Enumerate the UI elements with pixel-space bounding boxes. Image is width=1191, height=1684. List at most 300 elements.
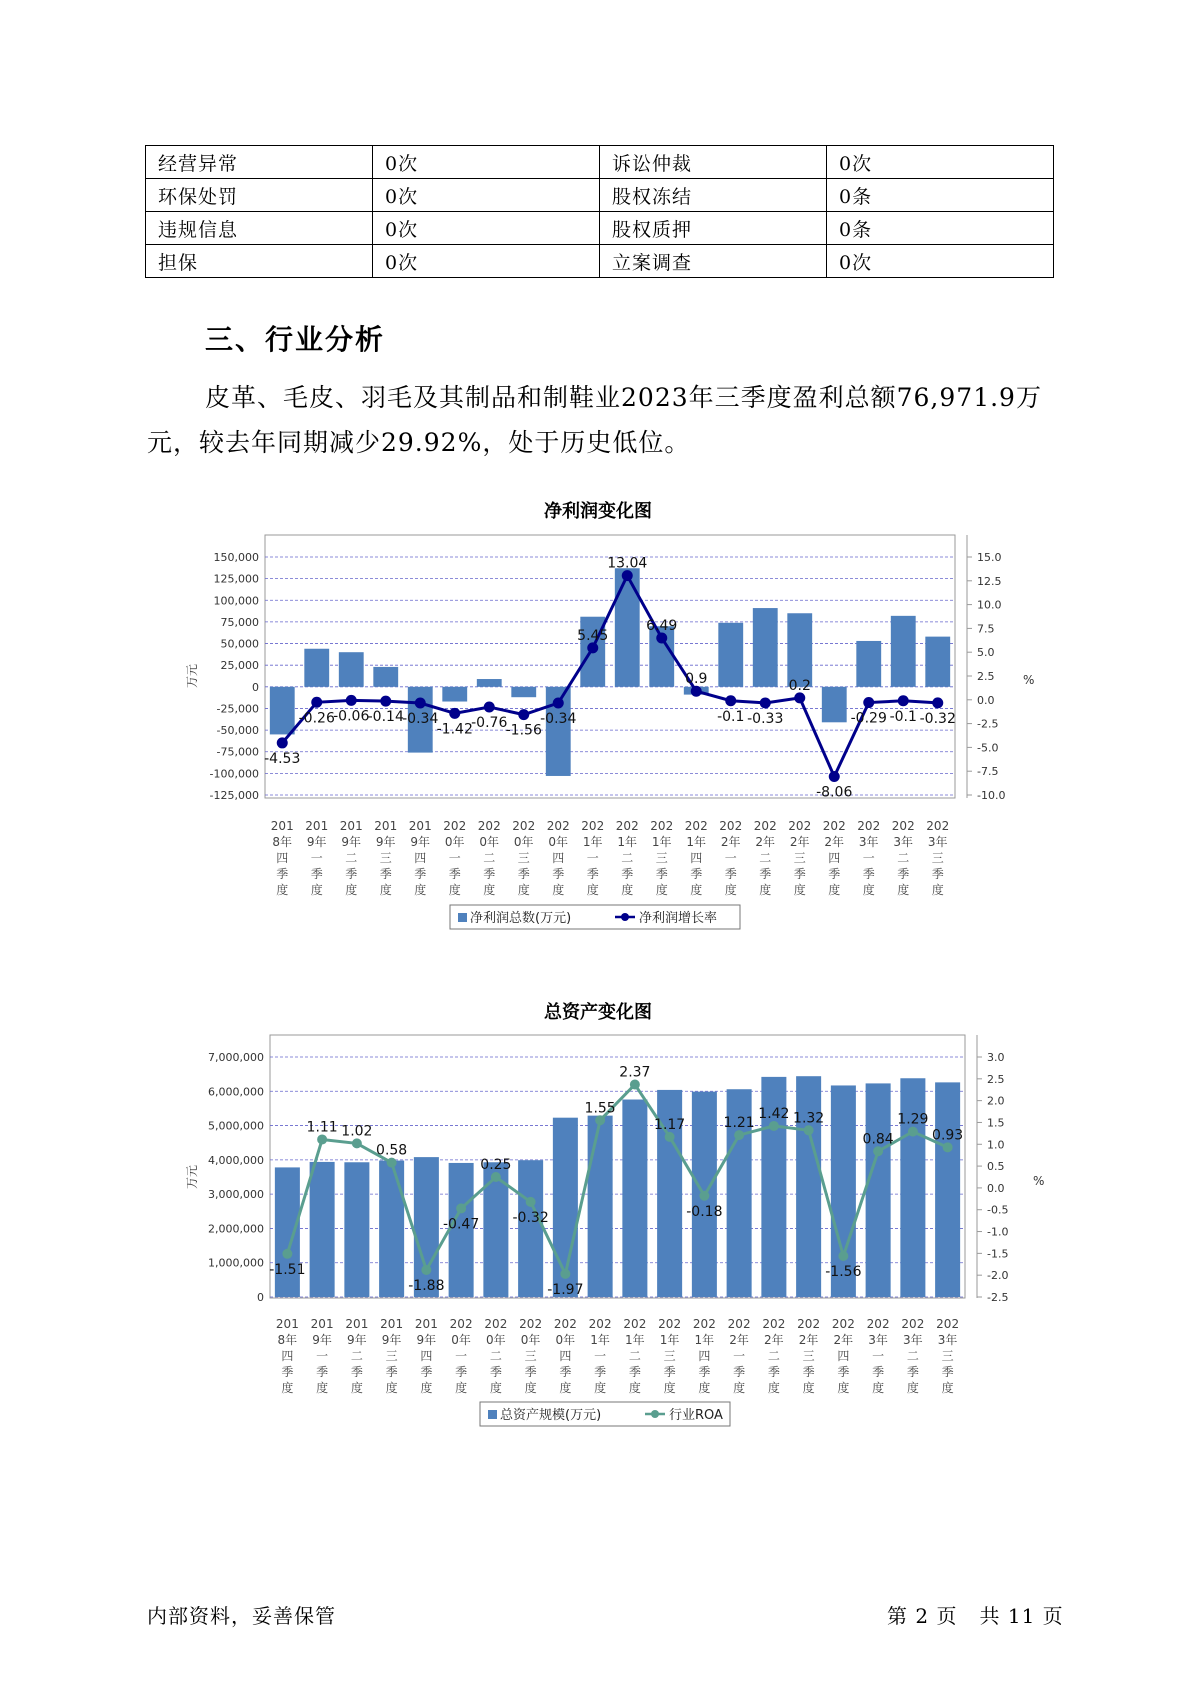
y-left-tick-label: 2,000,000 <box>208 1222 264 1236</box>
data-label: -1.88 <box>408 1277 445 1294</box>
x-tick-label: 度 <box>281 1381 294 1395</box>
y-right-tick-label: -1.0 <box>987 1225 1009 1239</box>
x-tick-label: 度 <box>733 1381 746 1395</box>
y-left-tick-label: 25,000 <box>220 659 259 673</box>
x-tick-label: 四 <box>837 1349 850 1363</box>
x-tick-label: 度 <box>897 883 910 897</box>
y-left-tick-label: 125,000 <box>213 572 259 586</box>
x-tick-label: 季 <box>733 1365 746 1379</box>
x-tick-label: 三 <box>655 851 668 865</box>
x-tick-label: 一 <box>448 851 461 865</box>
x-tick-label: 一 <box>316 1349 329 1363</box>
y-left-tick-label: 0 <box>257 1291 264 1304</box>
x-tick-label: 1年 <box>686 835 707 849</box>
data-label: 0.25 <box>480 1157 512 1173</box>
data-label: -0.1 <box>889 708 917 725</box>
x-tick-label: 0年 <box>451 1333 471 1347</box>
x-tick-label: 一 <box>455 1349 468 1363</box>
x-tick-label: 季 <box>448 867 461 881</box>
x-tick-label: 季 <box>345 867 358 881</box>
data-label: 1.02 <box>341 1123 373 1140</box>
line-point <box>760 697 771 708</box>
bar <box>373 667 398 687</box>
data-label: 0.84 <box>862 1131 894 1148</box>
x-tick-label: 度 <box>698 1381 711 1395</box>
bar <box>925 637 950 687</box>
y-left-tick-label: 4,000,000 <box>208 1153 264 1167</box>
x-tick-label: 度 <box>276 883 289 897</box>
x-tick-label: 度 <box>483 883 496 897</box>
line-point <box>352 1138 362 1148</box>
risk-item-label: 担保 <box>146 245 373 278</box>
bar <box>304 649 329 687</box>
x-tick-label: 度 <box>906 1381 919 1395</box>
line-point <box>630 1079 640 1089</box>
x-tick-label: 度 <box>655 883 668 897</box>
x-tick-label: 一 <box>862 851 875 865</box>
x-tick-label: 季 <box>455 1365 468 1379</box>
y-right-tick-label: 1.5 <box>987 1116 1005 1130</box>
x-tick-label: 二 <box>767 1349 780 1363</box>
line-point <box>863 697 874 708</box>
line-point <box>932 697 943 708</box>
x-tick-label: 度 <box>872 1381 885 1395</box>
x-tick-label: 季 <box>316 1365 329 1379</box>
x-tick-label: 季 <box>379 867 392 881</box>
data-label: -0.06 <box>333 708 370 725</box>
y-right-tick-label: 1.0 <box>987 1138 1005 1152</box>
x-tick-label: 3年 <box>893 835 914 849</box>
x-tick-label: 季 <box>559 1365 572 1379</box>
y-right-tick-label: 15.0 <box>977 551 1002 564</box>
line-point <box>804 1125 814 1135</box>
data-label: -0.33 <box>747 710 784 727</box>
x-tick-label: 202 <box>484 1317 508 1331</box>
y-left-tick-label: -75,000 <box>216 745 259 759</box>
data-label: -1.56 <box>505 722 542 739</box>
data-label: 1.11 <box>306 1119 338 1136</box>
x-tick-label: 三 <box>663 1349 676 1363</box>
x-tick-label: 202 <box>692 1317 716 1331</box>
line-point <box>421 1265 431 1275</box>
x-tick-label: 三 <box>802 1349 815 1363</box>
y-right-tick-label: 2.5 <box>977 670 995 683</box>
risk-info-table <box>145 145 1054 278</box>
x-tick-label: 季 <box>489 1365 502 1379</box>
net-profit-chart-title: 净利润变化图 <box>544 501 652 522</box>
x-tick-label: 度 <box>862 883 875 897</box>
x-tick-label: 季 <box>941 1365 954 1379</box>
x-tick-label: 度 <box>385 1381 398 1395</box>
data-label: 1.32 <box>793 1110 825 1127</box>
x-tick-label: 季 <box>759 867 772 881</box>
x-tick-label: 季 <box>586 867 599 881</box>
x-tick-label: 201 <box>310 1317 334 1331</box>
x-tick-label: 季 <box>767 1365 780 1379</box>
y-right-tick-label: 0.0 <box>977 693 995 707</box>
x-tick-label: 度 <box>316 1381 329 1395</box>
line-point <box>449 708 460 719</box>
bar <box>511 687 536 697</box>
x-tick-label: 度 <box>310 883 323 897</box>
x-tick-label: 0年 <box>479 835 500 849</box>
bar <box>753 608 778 687</box>
x-tick-label: 1年 <box>694 1333 715 1347</box>
x-tick-label: 9年 <box>306 835 327 849</box>
x-tick-label: 0年 <box>555 1333 576 1347</box>
y-right-tick-label: 2.5 <box>987 1072 1005 1086</box>
x-tick-label: 202 <box>831 1317 855 1331</box>
bar <box>718 623 743 687</box>
x-tick-label: 度 <box>724 883 737 897</box>
line-point <box>595 1115 605 1125</box>
bar <box>442 687 467 702</box>
y-left-tick-label: 7,000,000 <box>208 1051 264 1064</box>
y-right-tick-label: 3.0 <box>987 1051 1005 1064</box>
x-tick-label: 202 <box>684 819 708 833</box>
x-tick-label: 202 <box>788 819 812 833</box>
data-label: -0.1 <box>717 708 745 725</box>
line-point <box>838 1251 848 1261</box>
x-tick-label: 202 <box>588 1317 612 1331</box>
x-tick-label: 度 <box>759 883 772 897</box>
x-tick-label: 201 <box>345 1317 369 1331</box>
x-tick-label: 度 <box>586 883 599 897</box>
x-tick-label: 202 <box>553 1317 577 1331</box>
x-tick-label: 3年 <box>903 1333 923 1347</box>
line-point <box>873 1146 883 1156</box>
x-tick-label: 度 <box>345 883 358 897</box>
x-tick-label: 四 <box>420 1349 433 1363</box>
y-right-tick-label: -2.5 <box>977 717 999 731</box>
legend-line-label: 行业ROA <box>669 1408 723 1423</box>
x-tick-label: 季 <box>483 867 496 881</box>
line-point <box>415 698 426 709</box>
x-tick-label: 季 <box>276 867 289 881</box>
y-right-tick-label: -2.0 <box>987 1269 1009 1283</box>
x-tick-label: 9年 <box>381 1333 402 1347</box>
x-tick-label: 202 <box>512 819 536 833</box>
x-tick-label: 1年 <box>659 1333 680 1347</box>
data-label: 0.2 <box>788 677 811 694</box>
net-profit-chart <box>180 520 1040 960</box>
x-tick-label: 度 <box>448 883 461 897</box>
x-tick-label: 度 <box>379 883 392 897</box>
x-tick-label: 度 <box>663 1381 676 1395</box>
x-tick-label: 四 <box>552 851 565 865</box>
x-tick-label: 二 <box>759 851 772 865</box>
x-tick-label: 季 <box>802 1365 815 1379</box>
x-tick-label: 一 <box>872 1349 885 1363</box>
x-tick-label: 度 <box>837 1381 850 1395</box>
bar <box>935 1082 960 1297</box>
line-point <box>456 1203 466 1213</box>
line-point <box>794 692 805 703</box>
risk-item-label: 立案调查 <box>600 245 827 278</box>
y-right-tick-label: 5.0 <box>977 646 995 660</box>
y-left-tick-label: 5,000,000 <box>208 1119 264 1133</box>
x-tick-label: 季 <box>524 1365 537 1379</box>
risk-table-row <box>146 212 1054 245</box>
y-right-tick-label: 7.5 <box>977 622 995 636</box>
data-label: -0.32 <box>919 710 956 727</box>
x-tick-label: 四 <box>414 851 427 865</box>
x-tick-label: 季 <box>793 867 806 881</box>
bar <box>477 679 502 687</box>
x-tick-label: 度 <box>828 883 841 897</box>
x-tick-label: 202 <box>926 819 950 833</box>
data-label: -1.42 <box>436 721 473 738</box>
data-label: -4.53 <box>264 750 301 767</box>
x-tick-label: 季 <box>690 867 703 881</box>
section-title: 三、行业分析 <box>205 323 386 356</box>
y-left-tick-label: -25,000 <box>216 702 259 716</box>
data-label: 1.29 <box>897 1111 929 1128</box>
x-tick-label: 202 <box>762 1317 786 1331</box>
y-left-tick-label: 75,000 <box>220 615 259 629</box>
x-tick-label: 1年 <box>651 835 672 849</box>
x-tick-label: 201 <box>414 1317 438 1331</box>
line-point <box>734 1130 744 1140</box>
x-tick-label: 2年 <box>764 1333 784 1347</box>
data-label: 1.21 <box>723 1115 755 1132</box>
data-label: 0.9 <box>685 671 708 688</box>
plot-area <box>270 1035 965 1298</box>
legend-bar-swatch <box>458 913 467 922</box>
risk-item-label: 经营异常 <box>146 146 373 179</box>
total-assets-chart-title: 总资产变化图 <box>544 1002 652 1023</box>
y-left-tick-label: 100,000 <box>213 594 259 608</box>
bar <box>856 641 881 687</box>
x-tick-label: 二 <box>489 1349 502 1363</box>
x-tick-label: 9年 <box>410 835 431 849</box>
data-label: -0.34 <box>540 711 577 728</box>
y-left-axis-label: 万元 <box>185 1164 199 1190</box>
line-point <box>691 686 702 697</box>
x-tick-label: 二 <box>483 851 496 865</box>
x-tick-label: 202 <box>623 1317 647 1331</box>
y-right-tick-label: 12.5 <box>977 574 1002 588</box>
x-tick-label: 0年 <box>548 835 569 849</box>
risk-item-count: 0次 <box>827 146 1054 179</box>
line-point <box>311 697 322 708</box>
x-tick-label: 季 <box>655 867 668 881</box>
x-tick-label: 0年 <box>444 835 465 849</box>
risk-table-row <box>146 179 1054 212</box>
x-tick-label: 201 <box>275 1317 299 1331</box>
x-tick-label: 季 <box>350 1365 363 1379</box>
x-tick-label: 季 <box>414 867 427 881</box>
x-tick-label: 201 <box>380 1317 404 1331</box>
x-tick-label: 201 <box>374 819 398 833</box>
bar <box>891 616 916 687</box>
x-tick-label: 一 <box>586 851 599 865</box>
footer-confidential: 内部资料，妥善保管 <box>147 1604 336 1628</box>
y-right-tick-label: -10.0 <box>977 789 1006 802</box>
data-label: -0.26 <box>298 710 335 727</box>
data-label: 2.37 <box>619 1064 651 1081</box>
total-assets-chart <box>180 1020 1045 1460</box>
plot-area <box>265 535 955 798</box>
x-tick-label: 季 <box>621 867 634 881</box>
x-tick-label: 度 <box>621 883 634 897</box>
x-tick-label: 四 <box>698 1349 711 1363</box>
x-tick-label: 季 <box>628 1365 641 1379</box>
x-tick-label: 四 <box>828 851 841 865</box>
risk-table-body <box>146 146 1054 278</box>
x-tick-label: 202 <box>797 1317 821 1331</box>
x-tick-label: 度 <box>628 1381 641 1395</box>
x-tick-label: 季 <box>594 1365 607 1379</box>
risk-item-count: 0条 <box>827 179 1054 212</box>
x-tick-label: 度 <box>414 883 427 897</box>
line-point <box>387 1158 397 1168</box>
x-tick-label: 1年 <box>625 1333 645 1347</box>
data-label: 1.55 <box>584 1100 616 1117</box>
x-tick-label: 201 <box>339 819 363 833</box>
x-tick-label: 季 <box>862 867 875 881</box>
x-tick-label: 202 <box>658 1317 682 1331</box>
x-tick-label: 202 <box>581 819 605 833</box>
x-tick-label: 202 <box>546 819 570 833</box>
x-tick-label: 202 <box>449 1317 473 1331</box>
x-tick-label: 2年 <box>755 835 776 849</box>
data-label: 13.04 <box>607 555 648 572</box>
x-tick-label: 202 <box>822 819 846 833</box>
x-tick-label: 季 <box>837 1365 850 1379</box>
x-tick-label: 2年 <box>824 835 845 849</box>
x-tick-label: 一 <box>733 1349 746 1363</box>
footer-page-number: 第 2 页 共 11 页 <box>887 1604 1064 1628</box>
bar <box>615 568 640 687</box>
x-tick-label: 三 <box>931 851 944 865</box>
x-tick-label: 二 <box>628 1349 641 1363</box>
data-label: -1.97 <box>547 1281 584 1298</box>
data-label: 1.17 <box>654 1116 686 1133</box>
x-tick-label: 1年 <box>590 1333 610 1347</box>
risk-item-label: 诉讼仲裁 <box>600 146 827 179</box>
line-point <box>587 642 598 653</box>
legend-line-marker <box>651 1410 659 1418</box>
x-tick-label: 度 <box>552 883 565 897</box>
y-right-tick-label: -7.5 <box>977 765 999 779</box>
x-tick-label: 202 <box>753 819 777 833</box>
x-tick-label: 三 <box>379 851 392 865</box>
line-point <box>484 702 495 713</box>
data-label: 0.58 <box>376 1142 408 1159</box>
x-tick-label: 季 <box>872 1365 885 1379</box>
x-tick-label: 季 <box>310 867 323 881</box>
x-tick-label: 202 <box>650 819 674 833</box>
bar <box>339 652 364 687</box>
line-point <box>665 1132 675 1142</box>
y-right-tick-label: -1.5 <box>987 1247 1009 1261</box>
data-label: -0.47 <box>443 1216 480 1233</box>
line-point <box>725 695 736 706</box>
line-point <box>908 1127 918 1137</box>
x-tick-label: 202 <box>857 819 881 833</box>
x-tick-label: 季 <box>931 867 944 881</box>
bar <box>866 1083 891 1297</box>
x-tick-label: 202 <box>443 819 467 833</box>
y-right-axis-label: % <box>1023 673 1035 687</box>
x-tick-label: 三 <box>941 1349 954 1363</box>
y-left-tick-label: 3,000,000 <box>208 1188 264 1202</box>
y-left-tick-label: -125,000 <box>209 789 259 802</box>
x-tick-label: 一 <box>724 851 737 865</box>
data-label: 0.93 <box>932 1127 964 1144</box>
x-tick-label: 3年 <box>937 1333 958 1347</box>
legend-line-marker <box>621 913 629 921</box>
risk-item-label: 股权质押 <box>600 212 827 245</box>
x-tick-label: 0年 <box>520 1333 541 1347</box>
data-label: -0.14 <box>367 709 404 726</box>
x-tick-label: 季 <box>552 867 565 881</box>
y-left-tick-label: 1,000,000 <box>208 1256 264 1270</box>
data-label: 6.49 <box>646 618 678 635</box>
bar <box>379 1161 404 1297</box>
bar <box>518 1160 543 1297</box>
x-tick-label: 8年 <box>272 835 293 849</box>
line-point <box>699 1191 709 1201</box>
risk-item-label: 环保处罚 <box>146 179 373 212</box>
x-tick-label: 二 <box>350 1349 363 1363</box>
bar <box>822 687 847 722</box>
y-left-tick-label: 50,000 <box>220 637 259 651</box>
y-left-tick-label: -50,000 <box>216 724 259 738</box>
x-tick-label: 9年 <box>347 1333 367 1347</box>
risk-item-label: 违规信息 <box>146 212 373 245</box>
data-label: 1.42 <box>758 1105 790 1122</box>
y-right-tick-label: 10.0 <box>977 598 1002 612</box>
data-label: -0.32 <box>512 1209 549 1226</box>
risk-item-count: 0次 <box>373 245 600 278</box>
line-point <box>346 695 357 706</box>
x-tick-label: 一 <box>594 1349 607 1363</box>
x-tick-label: 季 <box>897 867 910 881</box>
x-tick-label: 9年 <box>341 835 362 849</box>
x-tick-label: 度 <box>517 883 530 897</box>
x-tick-label: 度 <box>802 1381 815 1395</box>
y-left-tick-label: 0 <box>252 680 259 694</box>
x-tick-label: 度 <box>690 883 703 897</box>
x-tick-label: 四 <box>559 1349 572 1363</box>
bar <box>270 687 295 735</box>
x-tick-label: 三 <box>385 1349 398 1363</box>
risk-item-count: 0次 <box>373 179 600 212</box>
y-left-tick-label: -100,000 <box>209 767 259 781</box>
data-label: -1.51 <box>269 1261 306 1278</box>
x-tick-label: 三 <box>524 1349 537 1363</box>
data-label: -1.56 <box>825 1263 862 1280</box>
y-right-tick-label: 2.0 <box>987 1094 1005 1108</box>
x-tick-label: 三 <box>517 851 530 865</box>
y-right-axis-label: % <box>1033 1174 1045 1188</box>
x-tick-label: 202 <box>727 1317 751 1331</box>
risk-item-count: 0次 <box>373 146 600 179</box>
data-label: -0.29 <box>850 710 887 727</box>
x-tick-label: 度 <box>767 1381 780 1395</box>
legend-bar-label: 净利润总数(万元) <box>470 911 572 926</box>
x-tick-label: 度 <box>931 883 944 897</box>
legend-line-label: 净利润增长率 <box>639 911 718 926</box>
y-right-tick-label: -2.5 <box>987 1291 1009 1304</box>
risk-item-label: 股权冻结 <box>600 179 827 212</box>
x-tick-label: 度 <box>594 1381 607 1395</box>
x-tick-label: 季 <box>385 1365 398 1379</box>
x-tick-label: 8年 <box>277 1333 298 1347</box>
risk-item-count: 0条 <box>827 212 1054 245</box>
